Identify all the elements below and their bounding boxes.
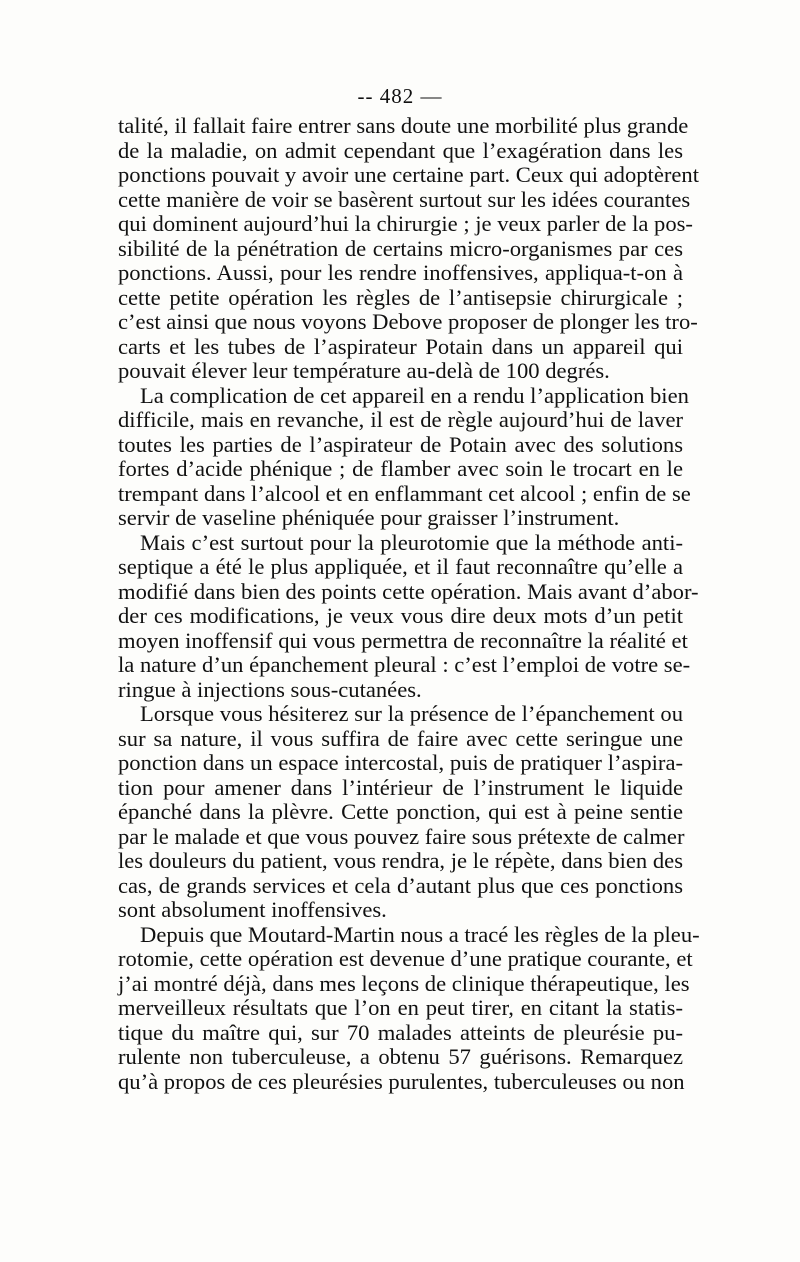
text-line: sont absolument inoffensives. (118, 897, 387, 922)
text-line: j’ai montré déjà, dans mes leçons de clinique thérapeutique, les (118, 970, 690, 996)
text-line: rotomie, cette opération est devenue d’une pratique courante, et (118, 946, 693, 971)
text-line: cette manière de voir se basèrent surtout sur les idées courantes (118, 186, 691, 212)
text-line: qui dominent aujourd’hui la chirurgie ; je veux parler de la pos- (118, 211, 693, 236)
text-line: qu’à propos de ces pleurésies purulentes, tuberculeuses ou non (118, 1068, 685, 1094)
text-line: talité, il fallait faire entrer sans doute une morbilité plus grande (118, 113, 689, 138)
text-line: ponctions pouvait y avoir une certaine part. Ceux qui adoptèrent (118, 162, 699, 187)
text-line: ponction dans un espace intercostal, puis de pratiquer l’aspira- (118, 750, 683, 775)
text-line: ringue à injections sous-cutanées. (118, 676, 422, 702)
text-line: Mais c’est surtout pour la pleurotomie que la méthode anti- (140, 529, 683, 555)
text-line: cette petite opération les règles de l’antisepsie chirurgicale ; (118, 284, 683, 310)
text-line: de la maladie, on admit cependant que l’exagération dans les (118, 137, 683, 163)
text-line: les douleurs du patient, vous rendra, je le répète, dans bien des (118, 848, 683, 873)
text-line: c’est ainsi que nous voyons Debove proposer de plonger les tro- (118, 309, 698, 334)
text-line: difficile, mais en revanche, il est de règle aujourd’hui de laver (118, 407, 683, 432)
text-line: sibilité de la pénétration de certains micro-organismes par ces (118, 235, 683, 261)
text-line: toutes les parties de l’aspirateur de Potain avec des solutions (118, 431, 683, 457)
page-number: -- 482 — (357, 84, 443, 108)
text-line: merveilleux résultats que l’on en peut tirer, en citant la statis- (118, 995, 683, 1020)
text-line: tique du maître qui, sur 70 malades atteints de pleurésie pu- (118, 1019, 683, 1045)
text-line: ponctions. Aussi, pour les rendre inoffensives, appliqua-t-on à (118, 260, 683, 285)
text-line: der ces modifications, je veux vous dire deux mots d’un petit (118, 603, 683, 628)
text-line: La complication de cet appareil en a rendu l’application bien (140, 382, 689, 408)
text-line: par le malade et que vous pouvez faire sous prétexte de calmer (118, 823, 685, 849)
text-line: modifié dans bien des points cette opération. Mais avant d’abor- (118, 578, 699, 604)
text-line: sur sa nature, il vous suffira de faire avec cette seringue une (118, 725, 683, 751)
text-line: épanché dans la plèvre. Cette ponction, qui est à peine sentie (118, 799, 683, 824)
text-line: carts et les tubes de l’aspirateur Potain dans un appareil qui (118, 333, 683, 359)
body-text (118, 113, 700, 1094)
text-line: fortes d’acide phénique ; de flamber avec soin le trocart en le (118, 456, 683, 481)
text-line: rulente non tuberculeuse, a obtenu 57 guérisons. Remarquez (118, 1044, 683, 1069)
text-line: Lorsque vous hésiterez sur la présence de l’épanchement ou (140, 701, 683, 726)
text-line: la nature d’un épanchement pleural : c’est l’emploi de votre se- (118, 652, 691, 677)
text-line: tion pour amener dans l’intérieur de l’instrument le liquide (118, 774, 683, 800)
text-line: servir de vaseline phéniquée pour graisser l’instrument. (118, 505, 620, 530)
text-line: pouvait élever leur température au-delà de 100 degrés. (118, 358, 610, 383)
text-line: cas, de grands services et cela d’autant plus que ces ponctions (118, 872, 683, 898)
text-line: trempant dans l’alcool et en enflammant cet alcool ; enfin de se (118, 480, 691, 506)
text-line: septique a été le plus appliquée, et il faut reconnaître qu’elle a (118, 554, 683, 579)
text-line: Depuis que Moutard-Martin nous a tracé les règles de la pleu- (140, 921, 700, 947)
text-line: moyen inoffensif qui vous permettra de reconnaître la réalité et (118, 627, 688, 653)
